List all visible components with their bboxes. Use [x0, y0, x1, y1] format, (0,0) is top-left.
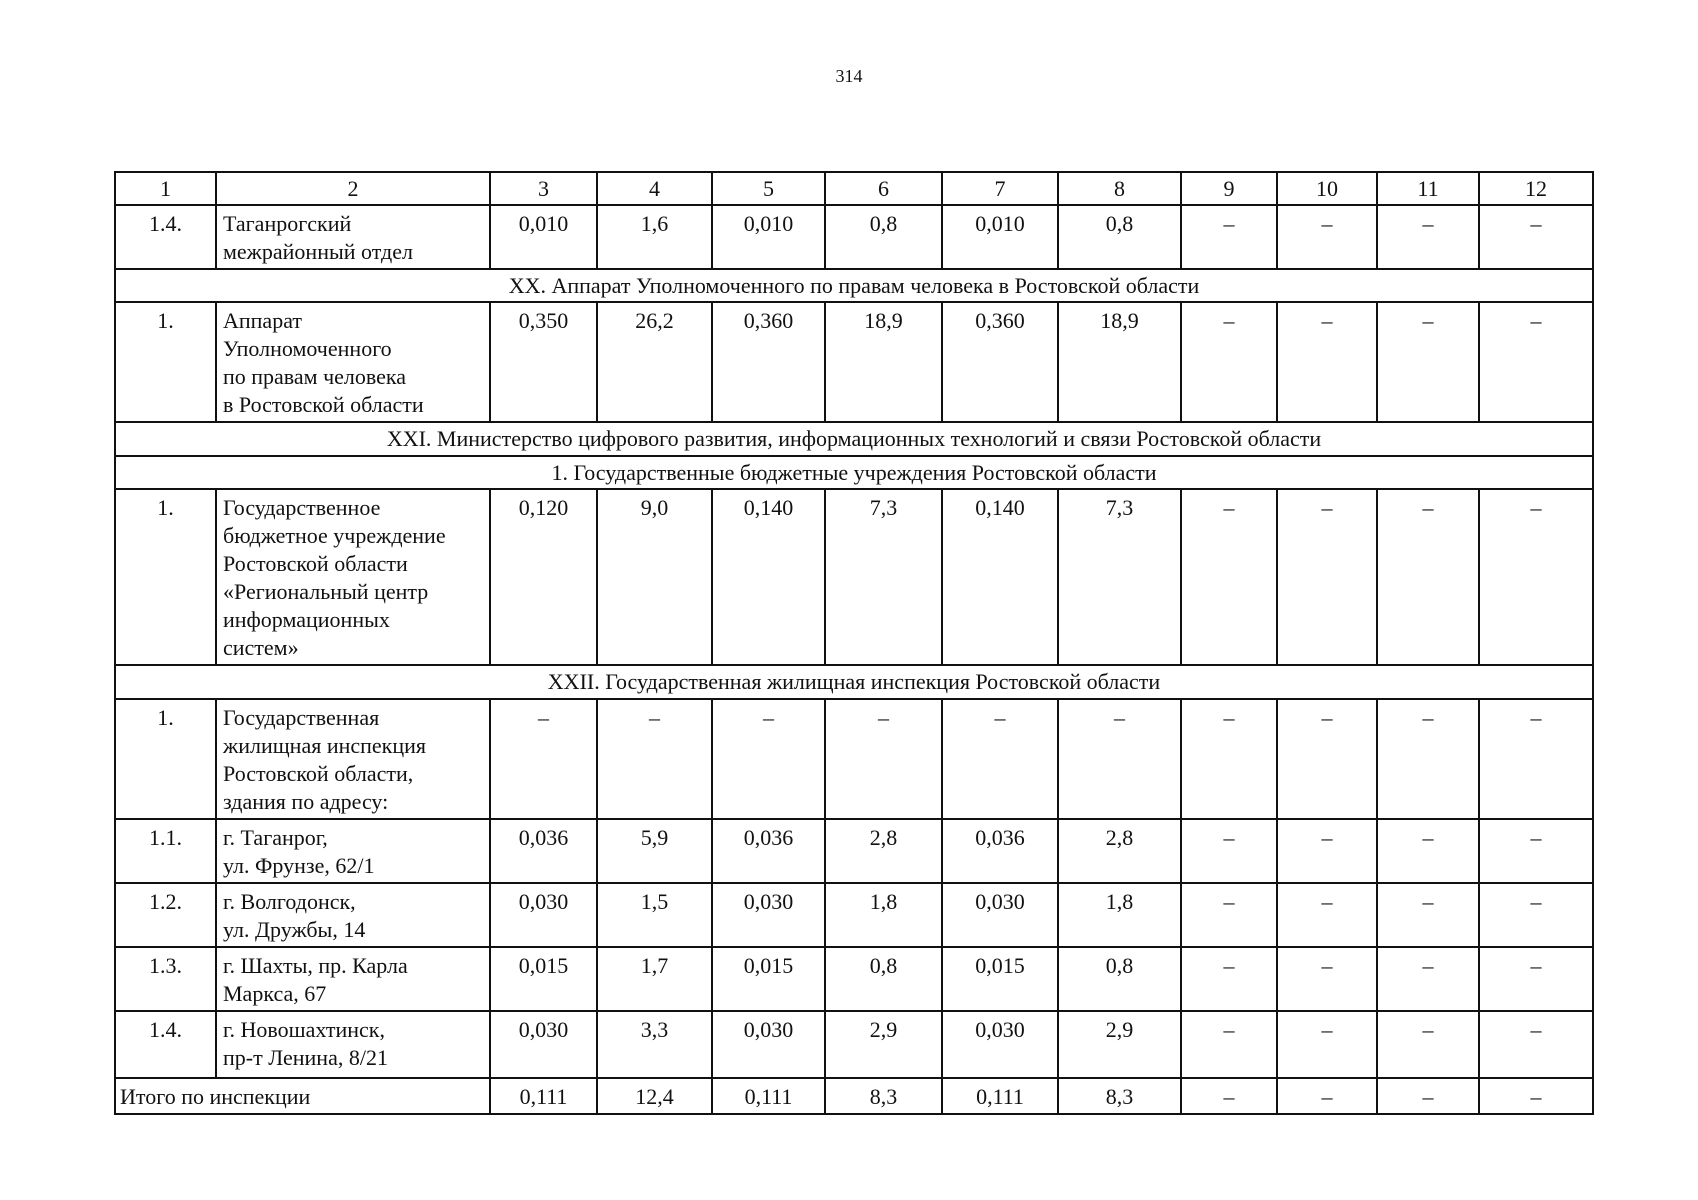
value-cell: 8,3	[825, 1078, 942, 1114]
value-cell: 0,350	[490, 302, 597, 422]
value-cell: –	[1277, 947, 1377, 1011]
value-cell: –	[490, 699, 597, 819]
value-cell: 18,9	[1058, 302, 1181, 422]
table-row	[115, 1011, 1593, 1078]
table-row	[115, 947, 1593, 1011]
value-cell: –	[1181, 302, 1277, 422]
value-cell: 0,030	[942, 1011, 1058, 1078]
value-cell: 5,9	[597, 819, 712, 883]
row-name: Аппарат Уполномоченного по правам человека в Ростовской области	[216, 302, 490, 422]
value-cell: 3,3	[597, 1011, 712, 1078]
value-cell: 0,111	[490, 1078, 597, 1114]
table-row	[115, 302, 1593, 422]
value-cell: –	[1377, 489, 1479, 665]
value-cell: 0,030	[942, 883, 1058, 947]
value-cell: –	[1277, 883, 1377, 947]
section-title: XXII. Государственная жилищная инспекция Ростовской области	[115, 665, 1593, 699]
value-cell: 0,010	[942, 205, 1058, 269]
value-cell: 0,030	[490, 1011, 597, 1078]
header-cell: 5	[712, 172, 825, 205]
value-cell: –	[1479, 1078, 1593, 1114]
value-cell: 0,036	[490, 819, 597, 883]
value-cell: 0,036	[942, 819, 1058, 883]
value-cell: 0,010	[490, 205, 597, 269]
section-header-row	[115, 665, 1593, 699]
section-title: XX. Аппарат Уполномоченного по правам человека в Ростовской области	[115, 269, 1593, 302]
value-cell: 1,5	[597, 883, 712, 947]
value-cell: –	[1377, 302, 1479, 422]
value-cell: –	[1479, 883, 1593, 947]
row-name: г. Таганрог, ул. Фрунзе, 62/1	[216, 819, 490, 883]
value-cell: 1,8	[1058, 883, 1181, 947]
value-cell: –	[1277, 819, 1377, 883]
value-cell: –	[1277, 302, 1377, 422]
value-cell: 0,8	[1058, 947, 1181, 1011]
header-cell: 2	[216, 172, 490, 205]
row-number: 1.	[115, 302, 216, 422]
value-cell: –	[1181, 883, 1277, 947]
header-cell: 6	[825, 172, 942, 205]
row-number: 1.4.	[115, 205, 216, 269]
table-row	[115, 883, 1593, 947]
value-cell: 0,111	[712, 1078, 825, 1114]
table-row	[115, 819, 1593, 883]
page-number: 314	[835, 66, 863, 86]
value-cell: –	[1479, 302, 1593, 422]
header-cell: 4	[597, 172, 712, 205]
row-name: Государственное бюджетное учреждение Ростовской области «Региональный центр информационных систем»	[216, 489, 490, 665]
value-cell: 0,360	[942, 302, 1058, 422]
value-cell: –	[1277, 489, 1377, 665]
value-cell: –	[1181, 1078, 1277, 1114]
row-number: 1.1.	[115, 819, 216, 883]
header-cell: 7	[942, 172, 1058, 205]
value-cell: –	[1181, 205, 1277, 269]
row-name: г. Новошахтинск, пр-т Ленина, 8/21	[216, 1011, 490, 1078]
value-cell: –	[1277, 699, 1377, 819]
value-cell: 0,360	[712, 302, 825, 422]
value-cell: 0,030	[490, 883, 597, 947]
section-header-row	[115, 269, 1593, 302]
section-title: 1. Государственные бюджетные учреждения Ростовской области	[115, 456, 1593, 489]
value-cell: 0,015	[942, 947, 1058, 1011]
row-number: 1.	[115, 489, 216, 665]
value-cell: 9,0	[597, 489, 712, 665]
value-cell: –	[1181, 819, 1277, 883]
value-cell: 0,015	[712, 947, 825, 1011]
row-number: 1.4.	[115, 1011, 216, 1078]
value-cell: 12,4	[597, 1078, 712, 1114]
total-label: Итого по инспекции	[115, 1078, 490, 1114]
value-cell: –	[1181, 489, 1277, 665]
value-cell: –	[1277, 1011, 1377, 1078]
row-name: г. Шахты, пр. Карла Маркса, 67	[216, 947, 490, 1011]
table-row	[115, 205, 1593, 269]
row-number: 1.	[115, 699, 216, 819]
value-cell: 0,015	[490, 947, 597, 1011]
header-row	[115, 172, 1593, 205]
row-name: г. Волгодонск, ул. Дружбы, 14	[216, 883, 490, 947]
value-cell: 0,036	[712, 819, 825, 883]
section-title: XXI. Министерство цифрового развития, информационных технологий и связи Ростовской области	[115, 422, 1593, 456]
table-row	[115, 699, 1593, 819]
header-cell: 9	[1181, 172, 1277, 205]
value-cell: 0,010	[712, 205, 825, 269]
value-cell: 26,2	[597, 302, 712, 422]
header-cell: 10	[1277, 172, 1377, 205]
value-cell: –	[1377, 1078, 1479, 1114]
value-cell: 1,6	[597, 205, 712, 269]
value-cell: –	[942, 699, 1058, 819]
value-cell: –	[712, 699, 825, 819]
data-table	[114, 171, 1594, 1115]
value-cell: 0,8	[825, 947, 942, 1011]
value-cell: 0,8	[1058, 205, 1181, 269]
value-cell: –	[1377, 205, 1479, 269]
row-number: 1.3.	[115, 947, 216, 1011]
header-cell: 1	[115, 172, 216, 205]
value-cell: 0,120	[490, 489, 597, 665]
value-cell: –	[1277, 205, 1377, 269]
value-cell: –	[1377, 819, 1479, 883]
value-cell: –	[1058, 699, 1181, 819]
value-cell: 7,3	[825, 489, 942, 665]
header-cell: 3	[490, 172, 597, 205]
value-cell: 2,9	[825, 1011, 942, 1078]
value-cell: 7,3	[1058, 489, 1181, 665]
value-cell: 0,140	[942, 489, 1058, 665]
value-cell: –	[1181, 699, 1277, 819]
total-row	[115, 1078, 1593, 1114]
table-row	[115, 489, 1593, 665]
value-cell: –	[1479, 205, 1593, 269]
value-cell: 2,9	[1058, 1011, 1181, 1078]
value-cell: 18,9	[825, 302, 942, 422]
value-cell: –	[1377, 947, 1479, 1011]
value-cell: 1,8	[825, 883, 942, 947]
value-cell: 1,7	[597, 947, 712, 1011]
value-cell: 0,140	[712, 489, 825, 665]
section-header-row	[115, 456, 1593, 489]
value-cell: –	[1479, 1011, 1593, 1078]
value-cell: –	[1479, 489, 1593, 665]
value-cell: –	[1479, 819, 1593, 883]
value-cell: –	[1377, 883, 1479, 947]
value-cell: 0,030	[712, 883, 825, 947]
value-cell: –	[1181, 1011, 1277, 1078]
value-cell: –	[1377, 1011, 1479, 1078]
row-name: Таганрогский межрайонный отдел	[216, 205, 490, 269]
value-cell: 0,111	[942, 1078, 1058, 1114]
value-cell: –	[1277, 1078, 1377, 1114]
value-cell: –	[597, 699, 712, 819]
value-cell: 2,8	[825, 819, 942, 883]
value-cell: –	[825, 699, 942, 819]
value-cell: 0,030	[712, 1011, 825, 1078]
value-cell: 8,3	[1058, 1078, 1181, 1114]
value-cell: –	[1181, 947, 1277, 1011]
row-name: Государственная жилищная инспекция Ростовской области, здания по адресу:	[216, 699, 490, 819]
row-number: 1.2.	[115, 883, 216, 947]
header-cell: 11	[1377, 172, 1479, 205]
value-cell: 0,8	[825, 205, 942, 269]
value-cell: –	[1479, 699, 1593, 819]
value-cell: –	[1479, 947, 1593, 1011]
value-cell: 2,8	[1058, 819, 1181, 883]
value-cell: –	[1377, 699, 1479, 819]
section-header-row	[115, 422, 1593, 456]
header-cell: 8	[1058, 172, 1181, 205]
header-cell: 12	[1479, 172, 1593, 205]
